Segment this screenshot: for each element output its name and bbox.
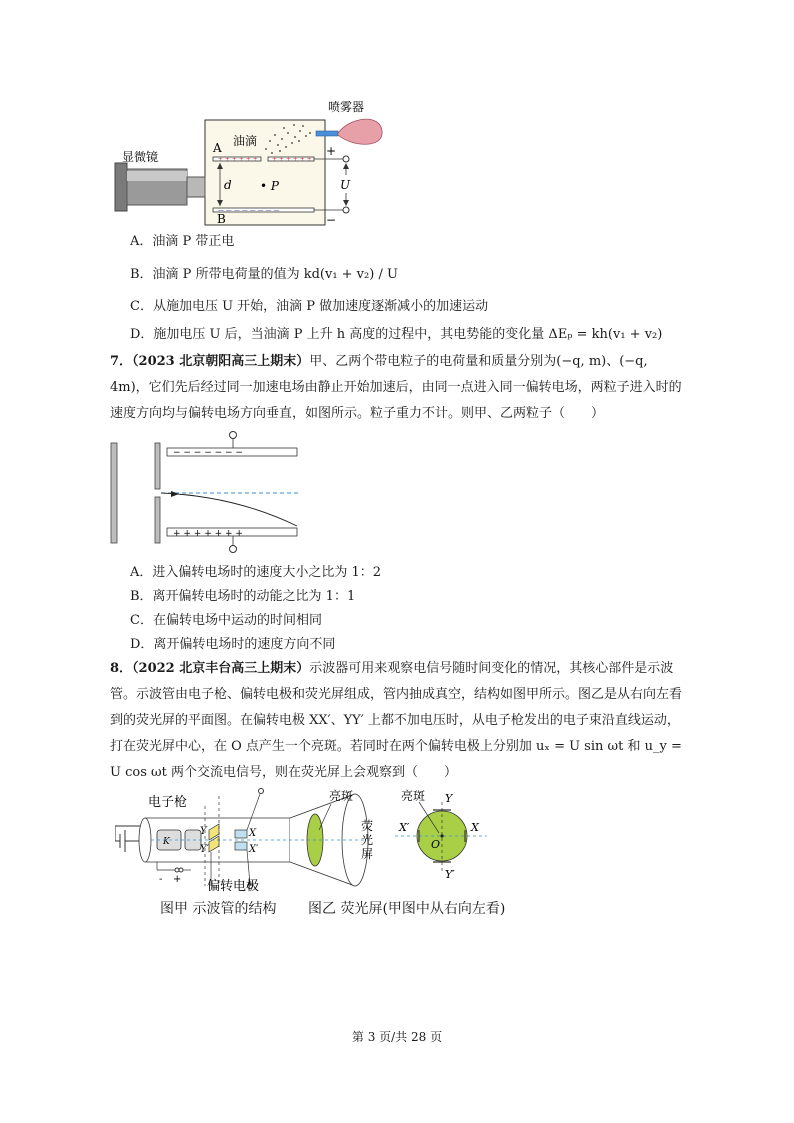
q8-stem [110, 656, 690, 786]
q6-option-b: B．油滴 P 所带电荷量的值为 kd(v₁ + v₂) / U [130, 267, 398, 282]
terminal-plus [343, 156, 349, 162]
sprayer-nozzle [316, 131, 338, 136]
q6-option-a: A．油滴 P 带正电 [130, 234, 235, 249]
svg-text:−: − [326, 213, 337, 227]
q8-text: 示波器可用来观察电信号随时间变化的情况，其核心部件是示波管。示波管由电子枪、偏转电极和荧光屏组成，管内抽成真空，结构如图甲所示。图乙是从右向左看到的荧光屏的平面图。在偏转电极 XX′、YY′ 上都不加电压时，从电子枪发出的电子束沿直线运动，打在荧光屏中心，在 O 点产生一个亮斑。若同时在两个偏转电极上分别加 uₓ = U sin ωt 和 u_y = U cos ωt 两个交流电信号，则在荧光屏上会观察到（ ） [110, 661, 683, 780]
svg-text:亮斑: 亮斑 [329, 789, 354, 803]
accelerating-plate-left [111, 443, 117, 543]
q7-option-a: A．进入偏转电场时的速度大小之比为 1：2 [130, 565, 382, 580]
svg-text:X′: X′ [249, 844, 259, 855]
svg-text:K: K [163, 837, 170, 847]
q7-stem [110, 349, 690, 427]
accelerating-plate-right-top [155, 443, 160, 489]
svg-text:电子枪: 电子枪 [148, 795, 188, 810]
svg-text:荧: 荧 [361, 819, 374, 833]
voltage-label: U [340, 178, 351, 192]
svg-text:屏: 屏 [361, 847, 374, 861]
caption-figure-a: 图甲 示波管的结构 [160, 901, 277, 917]
svg-text:X′: X′ [399, 821, 410, 834]
q7-number: 7． [110, 354, 133, 369]
caption-figure-b: 图乙 荧光屏(甲图中从右向左看) [308, 901, 506, 917]
svg-text:+: + [326, 144, 337, 158]
gap-label: d [224, 178, 232, 192]
plate-a-label: A [213, 141, 222, 155]
q7-source: （2023 北京朝阳高三上期末） [132, 354, 310, 369]
svg-text:X: X [249, 828, 257, 839]
q8-source: （2022 北京丰台高三上期末） [132, 661, 310, 676]
page-number: 第 3 页/共 28 页 [351, 1030, 443, 1044]
svg-text:− − − − − − −: − − − − − − − [173, 448, 243, 458]
particle-trajectory [161, 493, 297, 526]
q7-option-d: D．离开偏转电场时的速度方向不同 [130, 637, 336, 652]
q7-option-b: B．离开偏转电场时的动能之比为 1：1 [130, 589, 356, 604]
sprayer-bulb [338, 119, 382, 144]
q7-option-c: C．在偏转电场中运动的时间相同 [130, 613, 322, 628]
oil-drop-apparatus-figure [100, 95, 400, 230]
q6-option-d: D．施加电压 U 后，当油滴 P 上升 h 高度的过程中，其电势能的变化量 ΔEₚ = kh(v₁ + v₂) [130, 327, 663, 342]
q8-number: 8． [110, 661, 133, 676]
terminal-minus [343, 207, 349, 213]
oscilloscope-tube-figure [115, 786, 375, 896]
svg-text:+: + [173, 874, 182, 885]
microscope-eyepiece [115, 163, 127, 211]
svg-text:X: X [471, 821, 479, 834]
plate-b-label: B [217, 212, 226, 226]
point-p: • P [260, 179, 279, 193]
microscope-label: 显微镜 [122, 150, 159, 164]
oil-drop-label: 油滴 [233, 134, 258, 148]
svg-text:亮斑: 亮斑 [401, 789, 426, 803]
svg-text:+ + + + + + +: + + + + + + + [173, 529, 243, 539]
svg-text:Y: Y [445, 792, 453, 805]
svg-text:Y′: Y′ [200, 844, 209, 855]
svg-text:光: 光 [361, 833, 374, 847]
accelerating-plate-right-bottom [155, 497, 160, 543]
svg-text:偏转电极: 偏转电极 [207, 879, 260, 894]
svg-text:Y′: Y′ [445, 868, 455, 881]
svg-text:— — — — — — — —: — — — — — — — — [218, 207, 280, 214]
q6-option-c: C．从施加电压 U 开始，油滴 P 做加速度逐渐减小的加速运动 [130, 299, 489, 314]
deflection-field-figure [105, 428, 315, 558]
svg-text:Y: Y [200, 826, 207, 837]
svg-text:+ + + + + +: + + + + + + [218, 156, 258, 163]
svg-text:O: O [431, 838, 441, 851]
svg-text:+ + + + + +: + + + + + + [272, 156, 312, 163]
fluorescent-screen-figure [395, 786, 495, 896]
sprayer-label: 喷雾器 [328, 100, 365, 114]
q7-text: 甲、乙两个带电粒子的电荷量和质量分别为(−q, m)、(−q, 4m)，它们先后经过同一加速电场由静止开始加速后，由同一点进入同一偏转电场，两粒子进入时的速度方向均与偏转电场方向垂直，如图所示。粒子重力不计。则甲、乙两粒子（ ） [110, 354, 682, 421]
svg-text:-: - [159, 874, 163, 885]
